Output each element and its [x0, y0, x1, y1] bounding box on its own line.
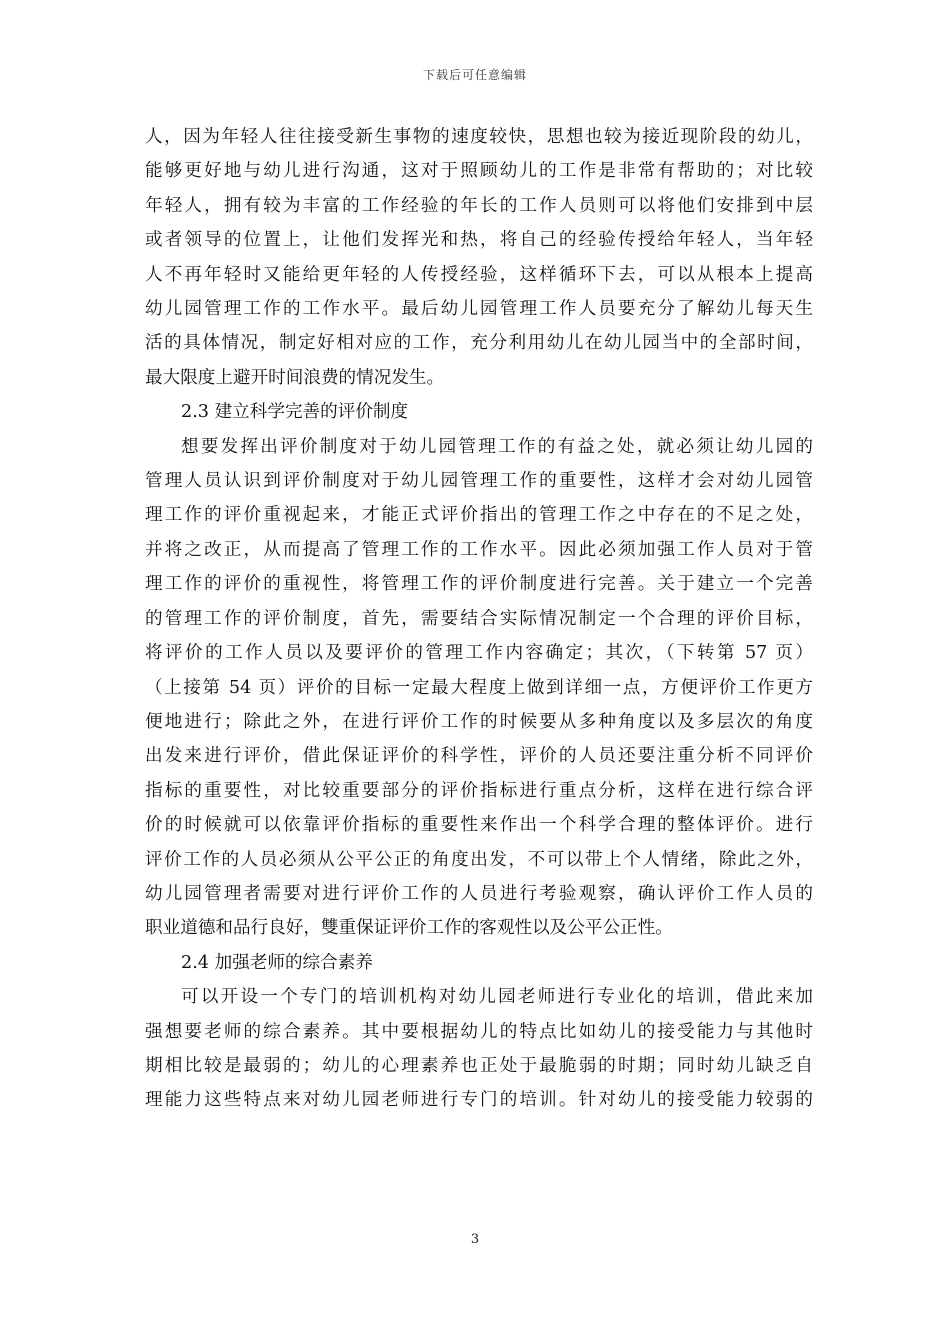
text-line: 想要发挥出评价制度对于幼儿园管理工作的有益之处，就必须让幼儿园的	[181, 436, 813, 457]
text-line: 可以开设一个专门的培训机构对幼儿园老师进行专业化的培训，借此来加	[181, 987, 813, 1008]
text-line: 强想要老师的综合素养。其中要根据幼儿的特点比如幼儿的接受能力与其他时	[145, 1021, 813, 1042]
text-line: 并将之改正，从而提高了管理工作的工作水平。因此必须加强工作人员对于管	[145, 539, 813, 560]
section-heading-2-4: 2.4 加强老师的综合素养	[181, 952, 373, 973]
text-line: 年轻人，拥有较为丰富的工作经验的年长的工作人员则可以将他们安排到中层	[145, 195, 813, 216]
paragraph-evaluation-system	[145, 430, 813, 946]
section-heading-2-3: 2.3 建立科学完善的评价制度	[181, 402, 409, 423]
page-number: 3	[470, 1232, 480, 1247]
paragraph-intro	[145, 120, 813, 395]
text-line: 幼儿园管理工作的工作水平。最后幼儿园管理工作人员要充分了解幼儿每天生	[145, 299, 813, 320]
text-line: 的管理工作的评价制度，首先，需要结合实际情况制定一个合理的评价目标，	[145, 608, 813, 629]
text-line: 理工作的评价的重视性，将管理工作的评价制度进行完善。关于建立一个完善	[145, 574, 813, 595]
text-line: 人不再年轻时又能给更年轻的人传授经验，这样循环下去，可以从根本上提高	[145, 264, 813, 285]
text-line: （上接第 54 页）评价的目标一定最大程度上做到详细一点，方便评价工作更方	[145, 677, 813, 698]
text-line: 便地进行；除此之外，在进行评价工作的时候要从多种角度以及多层次的角度	[145, 711, 813, 732]
text-line: 指标的重要性，对比较重要部分的评价指标进行重点分析，这样在进行综合评	[145, 780, 813, 801]
text-line: 管理人员认识到评价制度对于幼儿园管理工作的重要性，这样才会对幼儿园管	[145, 471, 813, 492]
text-line: 或者领导的位置上，让他们发挥光和热，将自己的经验传授给年轻人，当年轻	[145, 230, 813, 251]
text-line: 将评价的工作人员以及要评价的管理工作内容确定；其次，（下转第 57 页）	[145, 643, 813, 664]
text-line: 价的时候就可以依靠评价指标的重要性来作出一个科学合理的整体评价。进行	[145, 815, 813, 836]
text-line: 人，因为年轻人往往接受新生事物的速度较快，思想也较为接近现阶段的幼儿，	[145, 127, 813, 147]
text-line: 职业道德和品行良好，雙重保证评价工作的客观性以及公平公正性。	[145, 918, 673, 939]
text-line: 幼儿园管理者需要对进行评价工作的人员进行考验观察，确认评价工作人员的	[145, 883, 813, 904]
document-body	[145, 120, 813, 1118]
text-line: 期相比较是最弱的；幼儿的心理素养也正处于最脆弱的时期；同时幼儿缺乏自	[145, 1055, 813, 1076]
text-line: 评价工作的人员必须从公平公正的角度出发，不可以带上个人情绪，除此之外，	[145, 849, 813, 870]
text-line: 最大限度上避开时间浪费的情况发生。	[145, 367, 445, 388]
text-line: 出发来进行评价，借此保证评价的科学性，评价的人员还要注重分析不同评价	[145, 746, 813, 767]
text-line: 理工作的评价重视起来，才能正式评价指出的管理工作之中存在的不足之处，	[145, 505, 813, 526]
page-header: 下载后可任意编辑	[422, 68, 527, 82]
paragraph-teacher-training	[145, 980, 813, 1118]
text-line: 活的具体情况，制定好相对应的工作，充分利用幼儿在幼儿园当中的全部时间，	[145, 333, 813, 354]
text-line: 能够更好地与幼儿进行沟通，这对于照顾幼儿的工作是非常有帮助的；对比较	[145, 161, 813, 182]
text-line: 理能力这些特点来对幼儿园老师进行专门的培训。针对幼儿的接受能力较弱的	[145, 1090, 813, 1111]
